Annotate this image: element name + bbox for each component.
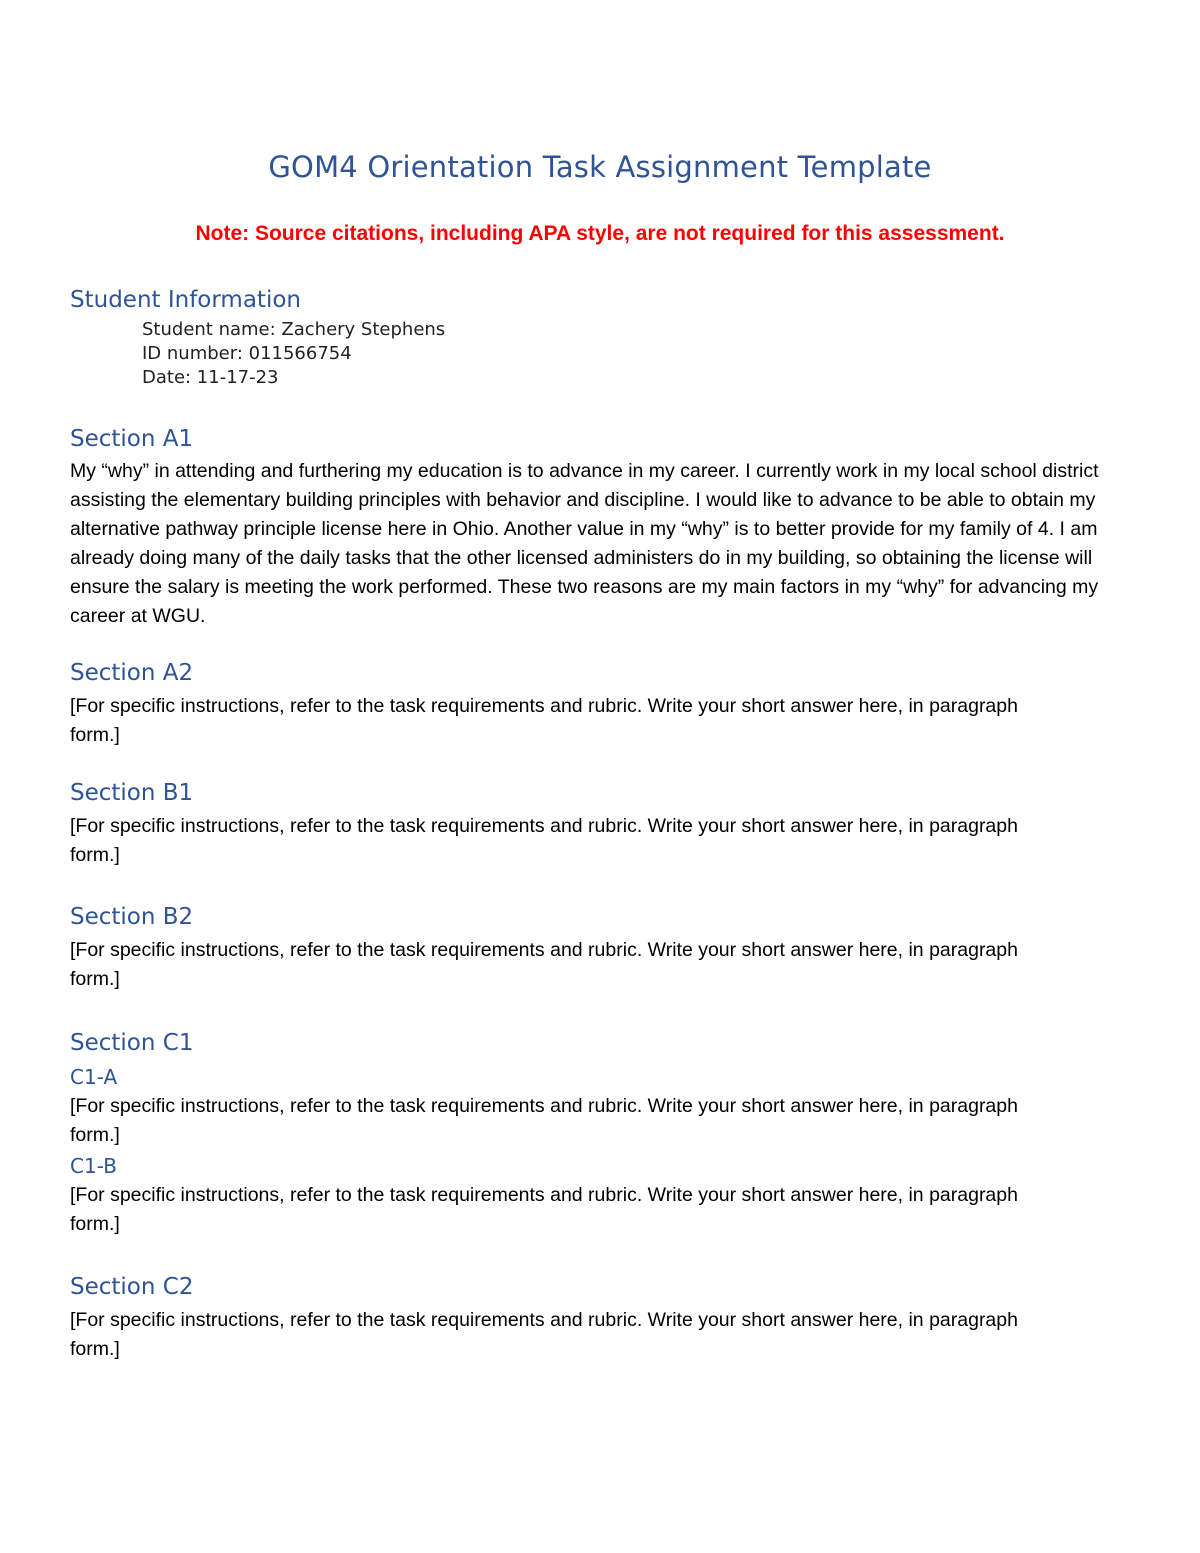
section-c1a-body: [For specific instructions, refer to the task requirements and rubric. Write your short answer here, in paragraph form.] — [70, 1095, 1018, 1146]
student-name-line: Student name: Zachery Stephens — [142, 319, 446, 340]
section-c1-heading: Section C1 — [70, 1030, 194, 1056]
section-a2-heading: Section A2 — [70, 660, 194, 686]
section-c2-body: [For specific instructions, refer to the task requirements and rubric. Write your short answer here, in paragraph form.] — [70, 1309, 1018, 1360]
student-date-line: Date: 11-17-23 — [142, 367, 279, 388]
student-id-line: ID number: 011566754 — [142, 343, 352, 364]
section-b1-heading: Section B1 — [70, 780, 194, 806]
student-info-heading: Student Information — [70, 287, 301, 313]
document-title: GOM4 Orientation Task Assignment Template — [268, 150, 932, 184]
section-c1a-heading: C1-A — [70, 1065, 118, 1089]
citation-note: Note: Source citations, including APA style, are not required for this assessment. — [195, 222, 1005, 245]
section-b1-body: [For specific instructions, refer to the task requirements and rubric. Write your short answer here, in paragraph form.] — [70, 815, 1018, 866]
section-a1-body: My “why” in attending and furthering my education is to advance in my career. I currently work in my local school district assisting the elementary building principles with behavior and discipline. I would like to advance to be able to obtain my alternative pathway principle license here in Ohio. Another value in my “why” is to better provide for my family of 4. I am already doing many of the daily tasks that the other licensed administers do in my building, so obtaining the license will ensure the salary is meeting the work performed. These two reasons are my main factors in my “why” for advancing my career at WGU. — [70, 460, 1099, 627]
section-c1b-body: [For specific instructions, refer to the task requirements and rubric. Write your short answer here, in paragraph form.] — [70, 1184, 1018, 1235]
section-a2-body: [For specific instructions, refer to the task requirements and rubric. Write your short answer here, in paragraph form.] — [70, 695, 1018, 746]
section-c2-heading: Section C2 — [70, 1274, 194, 1300]
section-c1b-heading: C1-B — [70, 1154, 117, 1178]
section-a1-heading: Section A1 — [70, 426, 194, 452]
section-b2-heading: Section B2 — [70, 904, 194, 930]
section-b2-body: [For specific instructions, refer to the task requirements and rubric. Write your short answer here, in paragraph form.] — [70, 939, 1018, 990]
